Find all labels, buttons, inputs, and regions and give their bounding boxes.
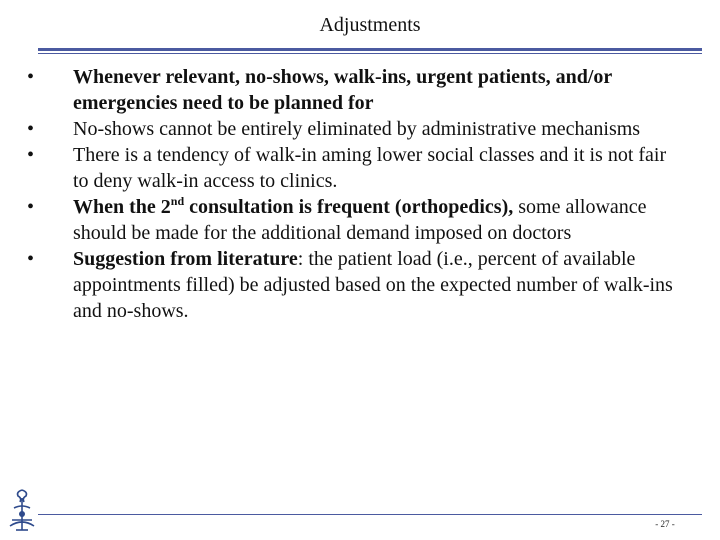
bullet-bold-text xyxy=(73,196,513,218)
bullet-marker: • xyxy=(27,196,35,218)
bullet-bold-text: Suggestion from literature xyxy=(73,248,298,270)
title-divider xyxy=(38,48,702,51)
list-item xyxy=(26,142,686,194)
bullet-bold-part-b: consultation is frequent (orthopedics), xyxy=(184,196,514,218)
bullet-marker: • xyxy=(27,248,35,270)
bullet-text: There is a tendency of walk-in aming lower social classes and it is not fair to deny walk-in access to clinics. xyxy=(73,144,667,192)
bullet-list xyxy=(26,64,686,324)
bullet-marker: • xyxy=(27,66,35,88)
bullet-text: some allowance should be made for the additional demand imposed on doctors xyxy=(73,196,647,244)
page-number: - 27 - xyxy=(655,519,675,529)
list-item xyxy=(26,246,686,324)
bullet-text: No-shows cannot be entirely eliminated by administrative mechanisms xyxy=(73,118,641,140)
page-title: Adjustments xyxy=(319,14,421,36)
bullet-marker: • xyxy=(27,118,35,140)
list-item xyxy=(26,194,686,246)
footer-divider xyxy=(38,514,702,515)
ordinal-suffix: nd xyxy=(170,194,185,208)
bullet-bold-part-a: When the 2 xyxy=(73,196,171,218)
list-item xyxy=(26,64,686,116)
list-item xyxy=(26,116,686,142)
bullet-text: Whenever relevant, no-shows, walk-ins, urgent patients, and/or emergencies need to be planned for xyxy=(73,66,612,114)
bullet-text: : the patient load (i.e., percent of available appointments filled) be adjusted based on the expected number of walk-ins and no-shows. xyxy=(73,248,673,322)
institution-logo-icon xyxy=(6,486,38,538)
bullet-marker: • xyxy=(27,144,35,166)
